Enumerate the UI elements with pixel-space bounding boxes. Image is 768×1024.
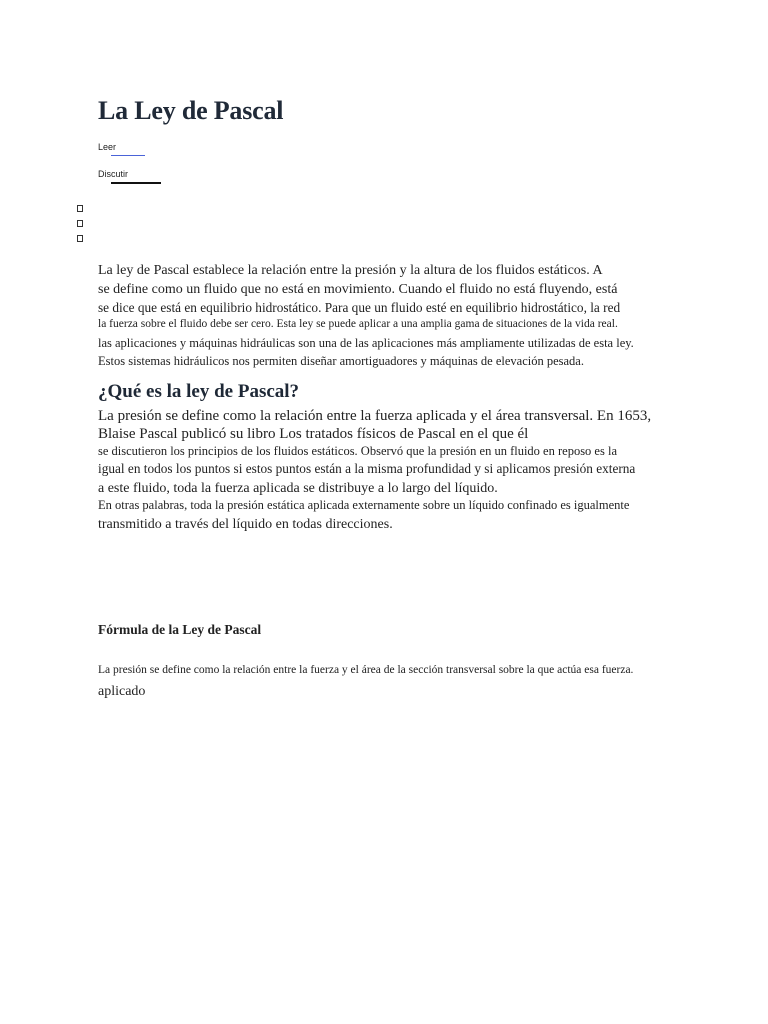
section-line: se discutieron los principios de los fluidos estáticos. Observó que la presión en un fluido en reposo es la (98, 444, 617, 458)
tab-read-underline (111, 155, 145, 156)
tab-discuss-underline (111, 182, 161, 184)
missing-glyph-icon (77, 205, 83, 212)
section-line: igual en todos los puntos si estos puntos están a la misma profundidad y si aplicamos presión externa (98, 461, 636, 476)
formula-heading: Fórmula de la Ley de Pascal (98, 622, 262, 637)
section-line: La presión se define como la relación entre la fuerza aplicada y el área transversal. En 1653, (98, 408, 652, 424)
missing-glyph-icon (77, 220, 83, 227)
intro-line: Estos sistemas hidráulicos nos permiten diseñar amortiguadores y máquinas de elevación pesada. (98, 354, 584, 368)
section-heading: ¿Qué es la ley de Pascal? (98, 381, 300, 402)
tab-read[interactable]: Leer (98, 142, 117, 152)
intro-line: las aplicaciones y máquinas hidráulicas son una de las aplicaciones más ampliamente utilizadas de esta ley. (98, 336, 634, 350)
missing-glyph-icon (77, 235, 83, 242)
formula-line: La presión se define como la relación entre la fuerza y el área de la sección transversal sobre la que actúa esa fuerza. (98, 664, 634, 676)
page-title: La Ley de Pascal (98, 96, 284, 125)
section-line: Blaise Pascal publicó su libro Los tratados físicos de Pascal en el que él (98, 426, 529, 442)
formula-line: aplicado (98, 684, 146, 699)
tab-discuss[interactable]: Discutir (98, 169, 129, 179)
section-line: transmitido a través del líquido en todas direcciones. (98, 517, 393, 532)
intro-line: La ley de Pascal establece la relación entre la presión y la altura de los fluidos estáticos. A (98, 263, 603, 278)
section-line: En otras palabras, toda la presión estática aplicada externamente sobre un líquido confinado es igualmente (98, 498, 630, 512)
intro-line: se dice que está en equilibrio hidrostático. Para que un fluido esté en equilibrio hidrostático, la red (98, 300, 621, 315)
intro-line: se define como un fluido que no está en movimiento. Cuando el fluido no está fluyendo, está (98, 282, 618, 297)
intro-line: la fuerza sobre el fluido debe ser cero. Esta ley se puede aplicar a una amplia gama de situaciones de la vida real. (98, 318, 618, 330)
section-line: a este fluido, toda la fuerza aplicada se distribuye a lo largo del líquido. (98, 481, 498, 496)
